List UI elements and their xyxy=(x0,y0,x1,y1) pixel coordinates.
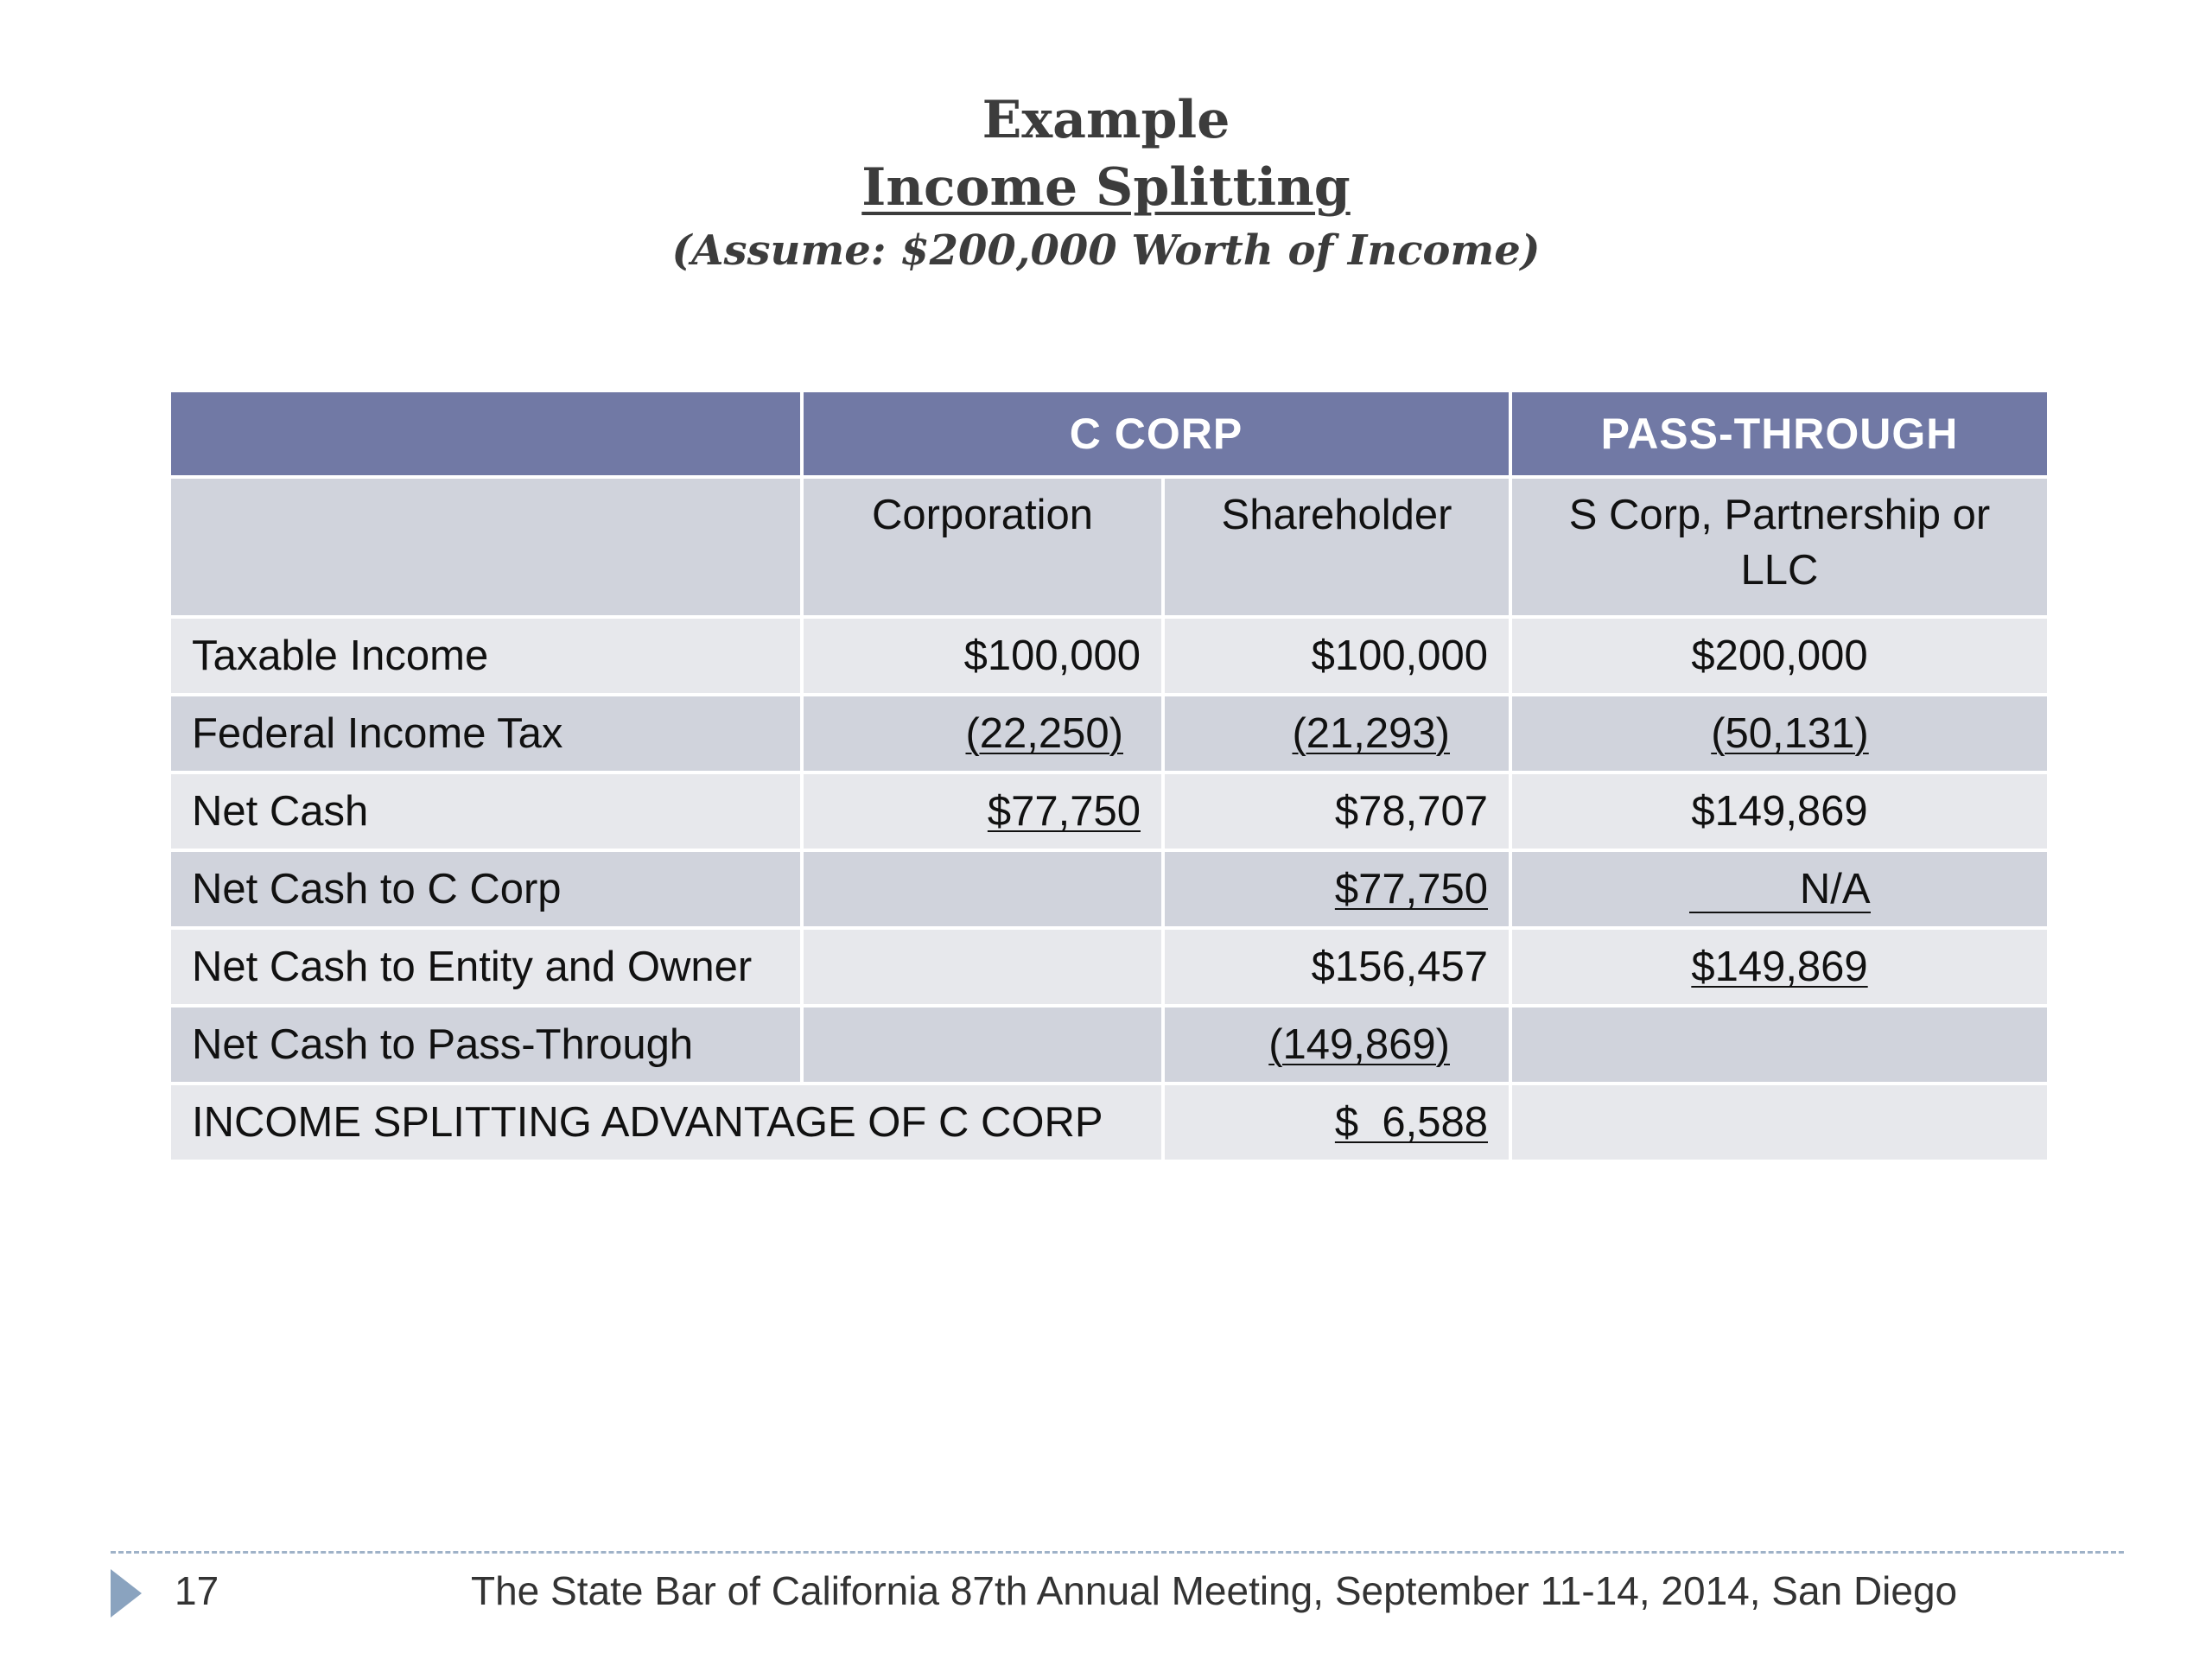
row-label: Federal Income Tax xyxy=(169,695,802,772)
corporation-value: $77,750 xyxy=(987,788,1141,835)
table-row xyxy=(169,928,2049,1006)
pass-through-value: $200,000 xyxy=(1510,617,2049,695)
table-row xyxy=(169,1084,2049,1161)
table-row xyxy=(169,695,2049,772)
row-label: Net Cash xyxy=(169,772,802,850)
footer-text: The State Bar of California 87th Annual Meeting, September 11-14, 2014, San Diego xyxy=(471,1568,1958,1613)
shareholder-value: $77,750 xyxy=(1334,866,1488,912)
header-blank-cell xyxy=(169,391,802,477)
table-row xyxy=(169,772,2049,850)
pass-through-value xyxy=(1689,867,1871,913)
corporation-value: (22,250) xyxy=(965,710,1123,757)
table-row xyxy=(169,617,2049,695)
sub-header-row xyxy=(169,477,2049,617)
row-label: Taxable Income xyxy=(169,617,802,695)
corporation-value xyxy=(802,1006,1163,1084)
pass-through-value: (50,131) xyxy=(1711,710,1869,757)
sub-header-corporation: Corporation xyxy=(802,477,1163,617)
shareholder-value: (21,293) xyxy=(1292,710,1450,757)
corporation-value: $100,000 xyxy=(802,617,1163,695)
advantage-value: $ 6,588 xyxy=(1334,1099,1488,1146)
group-header-row xyxy=(169,391,2049,477)
row-label: Net Cash to Pass-Through xyxy=(169,1006,802,1084)
corporation-value xyxy=(802,850,1163,928)
pass-through-value: $149,869 xyxy=(1510,772,2049,850)
row-label: Net Cash to C Corp xyxy=(169,850,802,928)
triangle-bullet-icon xyxy=(111,1569,142,1618)
title-income-splitting: Income Splitting xyxy=(861,157,1351,218)
footer-divider xyxy=(111,1551,2124,1554)
advantage-label: INCOME SPLITTING ADVANTAGE OF C CORP xyxy=(169,1084,1163,1161)
pass-through-value: $149,869 xyxy=(1691,944,1868,990)
income-splitting-table xyxy=(168,389,2050,1163)
slide-title xyxy=(0,86,2212,280)
table-row xyxy=(169,850,2049,928)
slide-number: 17 xyxy=(175,1568,219,1613)
shareholder-value: (149,869) xyxy=(1268,1021,1450,1068)
corporation-value xyxy=(802,928,1163,1006)
title-assumption: (Assume: $200,000 Worth of Income) xyxy=(671,226,1541,275)
shareholder-value: $78,707 xyxy=(1163,772,1510,850)
pass-through-value xyxy=(1510,1006,2049,1084)
shareholder-value: $156,457 xyxy=(1163,928,1510,1006)
title-example: Example xyxy=(982,90,1230,150)
header-pass-through: PASS-THROUGH xyxy=(1510,391,2049,477)
shareholder-value: $100,000 xyxy=(1163,617,1510,695)
header-c-corp: C CORP xyxy=(802,391,1510,477)
advantage-empty-cell xyxy=(1510,1084,2049,1161)
table-row xyxy=(169,1006,2049,1084)
sub-header-pass-through-entity: S Corp, Partnership or LLC xyxy=(1510,477,2049,617)
row-label: Net Cash to Entity and Owner xyxy=(169,928,802,1006)
sub-header-shareholder: Shareholder xyxy=(1163,477,1510,617)
sub-header-blank xyxy=(169,477,802,617)
pass-through-na: N/A xyxy=(1799,866,1871,912)
